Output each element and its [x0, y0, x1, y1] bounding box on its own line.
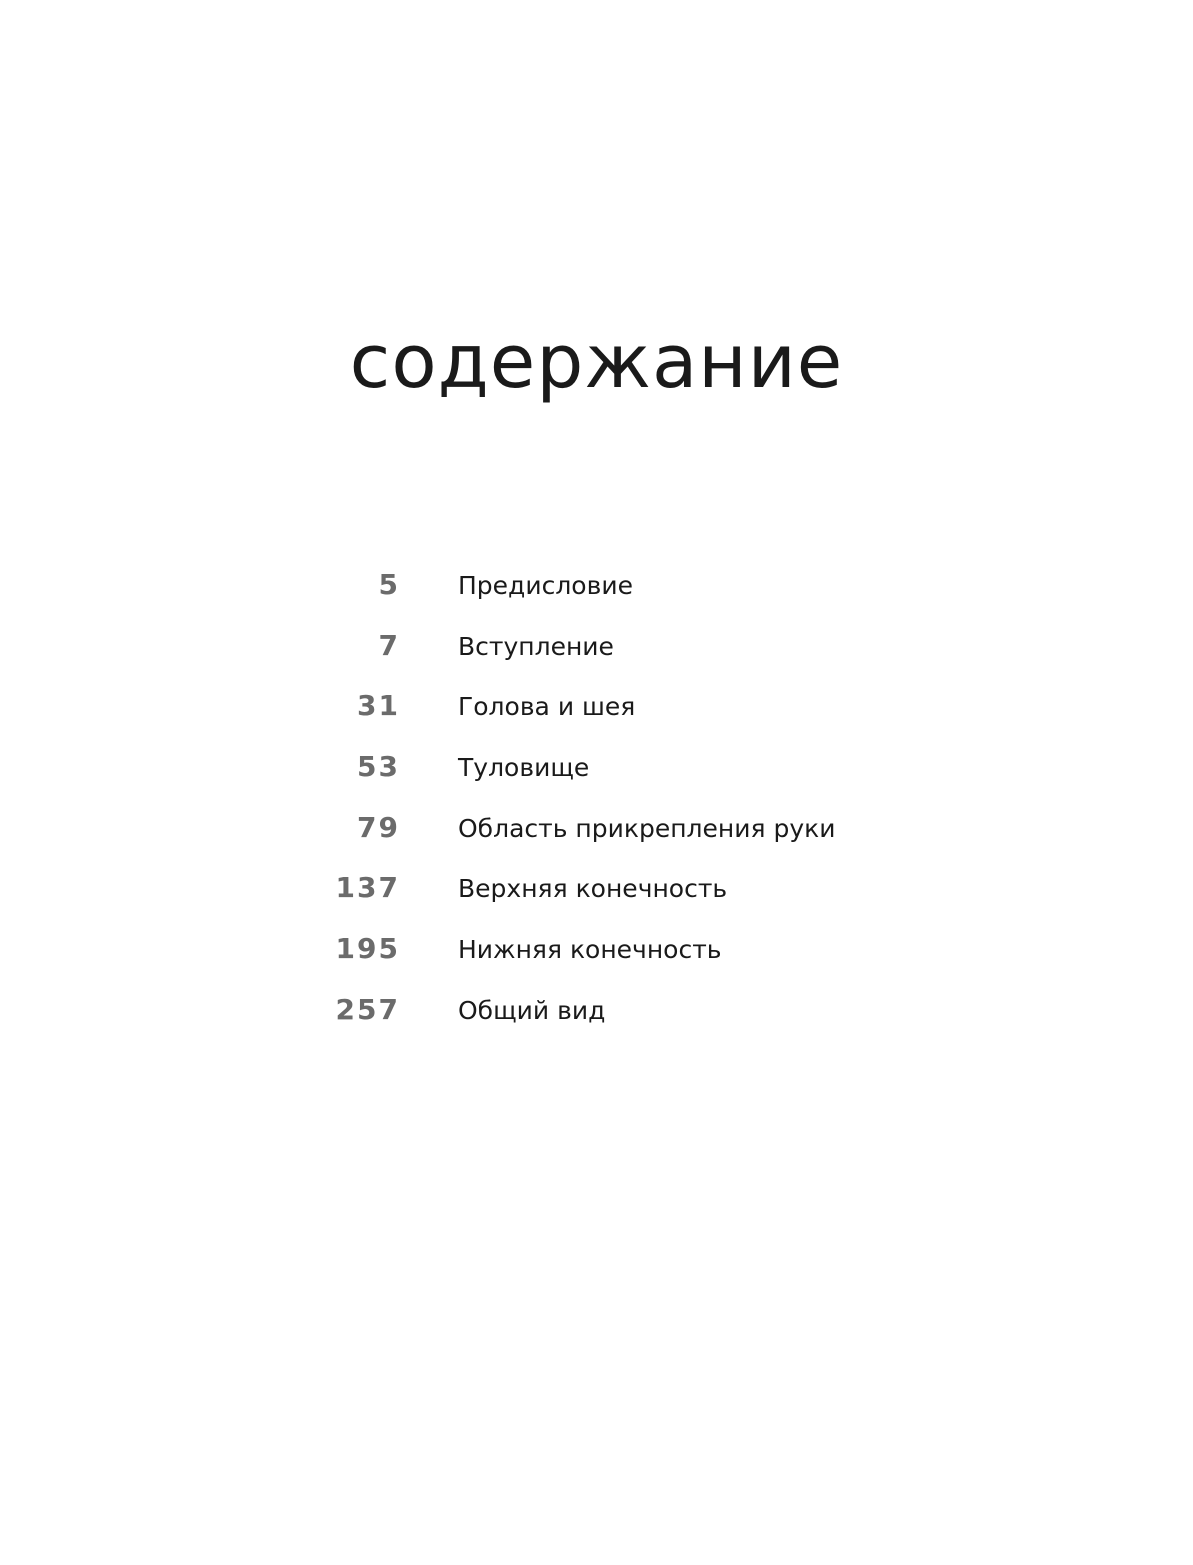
toc-entry [300, 863, 1000, 924]
toc-entry [300, 985, 1000, 1046]
toc-page-number: 7 [378, 628, 400, 662]
toc-entry [300, 742, 1000, 803]
toc-page-number: 5 [378, 568, 400, 601]
toc-entry-title: Область прикрепления руки [458, 813, 836, 843]
toc-page-number: 257 [335, 992, 400, 1026]
toc-entry-title: Нижняя конечность [458, 935, 722, 965]
toc-entry [300, 621, 1000, 682]
toc-entry [300, 924, 1000, 985]
toc-entry [300, 681, 1000, 742]
toc-page-number: 137 [335, 871, 400, 905]
toc-page-number: 53 [357, 750, 400, 784]
toc-page-number: 79 [357, 810, 400, 844]
toc-page-number: 31 [357, 689, 400, 723]
toc-entry [300, 803, 1000, 864]
page-title: содержание [349, 319, 844, 405]
toc-entry [300, 560, 1000, 621]
toc-entry-title: Общий вид [458, 995, 606, 1025]
table-of-contents [300, 560, 1000, 1046]
toc-entry-title: Вступление [458, 631, 614, 661]
toc-entry-title: Верхняя конечность [458, 874, 728, 904]
toc-entry-title: Предисловие [458, 571, 633, 600]
toc-page-number: 195 [335, 932, 400, 966]
toc-entry-title: Туловище [458, 753, 590, 783]
toc-entry-title: Голова и шея [458, 692, 636, 722]
